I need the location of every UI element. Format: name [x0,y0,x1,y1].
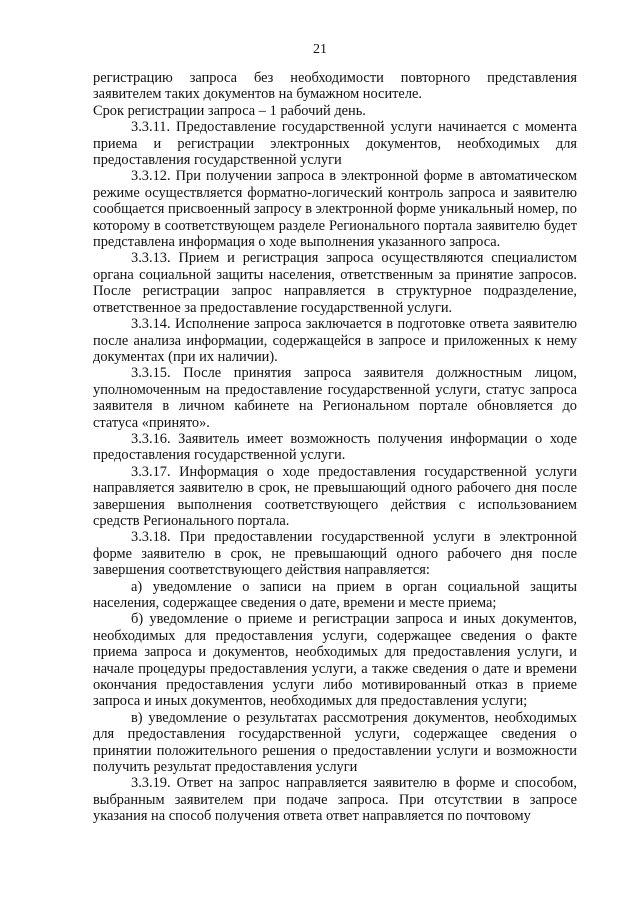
paragraph: а) уведомление о записи на прием в орган социальной защиты населения, содержащее сведения о дате, времени и месте приема; [93,578,577,611]
page-number: 21 [313,42,327,57]
paragraph: 3.3.15. После принятия запроса заявителя должностным лицом, уполномоченным на предоставление государственной услуги, статус запроса заявителя в личном кабинете на Региональном портале обновляется до статуса «принято». [93,365,577,431]
paragraph: в) уведомление о результатах рассмотрения документов, необходимых для предоставления государственной услуги, содержащее сведения о принятии положительного решения о предоставлении услуги и возможности получить результат предоставления услуги [93,709,577,776]
paragraph: Срок регистрации запроса – 1 рабочий день. [93,102,366,119]
paragraph: 3.3.12. При получении запроса в электронной форме в автоматическом режиме осуществляется форматно-логический контроль запроса и заявителю сообщается присвоенный запросу в электронной форме уникальный номер, по которому в соответствующем разделе Регионального портала заявителю будет представлена информация о ходе выполнения указанного запроса. [93,168,577,251]
paragraph: 3.3.17. Информация о ходе предоставления государственной услуги направляется заявителю в срок, не превышающий одного рабочего дня после завершения выполнения соответствующего действия с использованием средств Регионального портала. [93,463,577,529]
paragraph: 3.3.11. Предоставление государственной услуги начинается с момента приема и регистрации электронных документов, необходимых для предоставления государственной услуги [93,119,577,169]
paragraph: 3.3.19. Ответ на запрос направляется заявителю в форме и способом, выбранным заявителем при подаче запроса. При отсутствии в запросе указания на способ получения ответа ответ направляется по почтовому [93,775,577,825]
paragraph: 3.3.13. Прием и регистрация запроса осуществляются специалистом органа социальной защиты населения, ответственным за принятие запросов. После регистрации запрос направляется в структурное подразделение, ответственное за предоставление государственной услуги. [93,250,577,316]
paragraph: б) уведомление о приеме и регистрации запроса и иных документов, необходимых для предоставления услуги, содержащее сведения о факте приема запроса и документов, необходимых для предоставления услуги, и начале процедуры предоставления услуги, а также сведения о дате и времени окончания предоставления услуги либо мотивированный отказ в приеме запроса и иных документов, необходимых для предоставления услуги; [93,611,577,710]
document-body [93,70,577,825]
paragraph: 3.3.18. При предоставлении государственной услуги в электронной форме заявителю в срок, не превышающий одного рабочего дня после завершения соответствующего действия направляется: [93,529,577,579]
paragraph: 3.3.16. Заявитель имеет возможность получения информации о ходе предоставления государственной услуги. [93,430,577,464]
paragraph: регистрацию запроса без необходимости повторного представления заявителем таких документов на бумажном носителе. [93,70,577,103]
paragraph: 3.3.14. Исполнение запроса заключается в подготовке ответа заявителю после анализа информации, содержащейся в запросе и приложенных к нему документах (при их наличии). [93,316,577,365]
